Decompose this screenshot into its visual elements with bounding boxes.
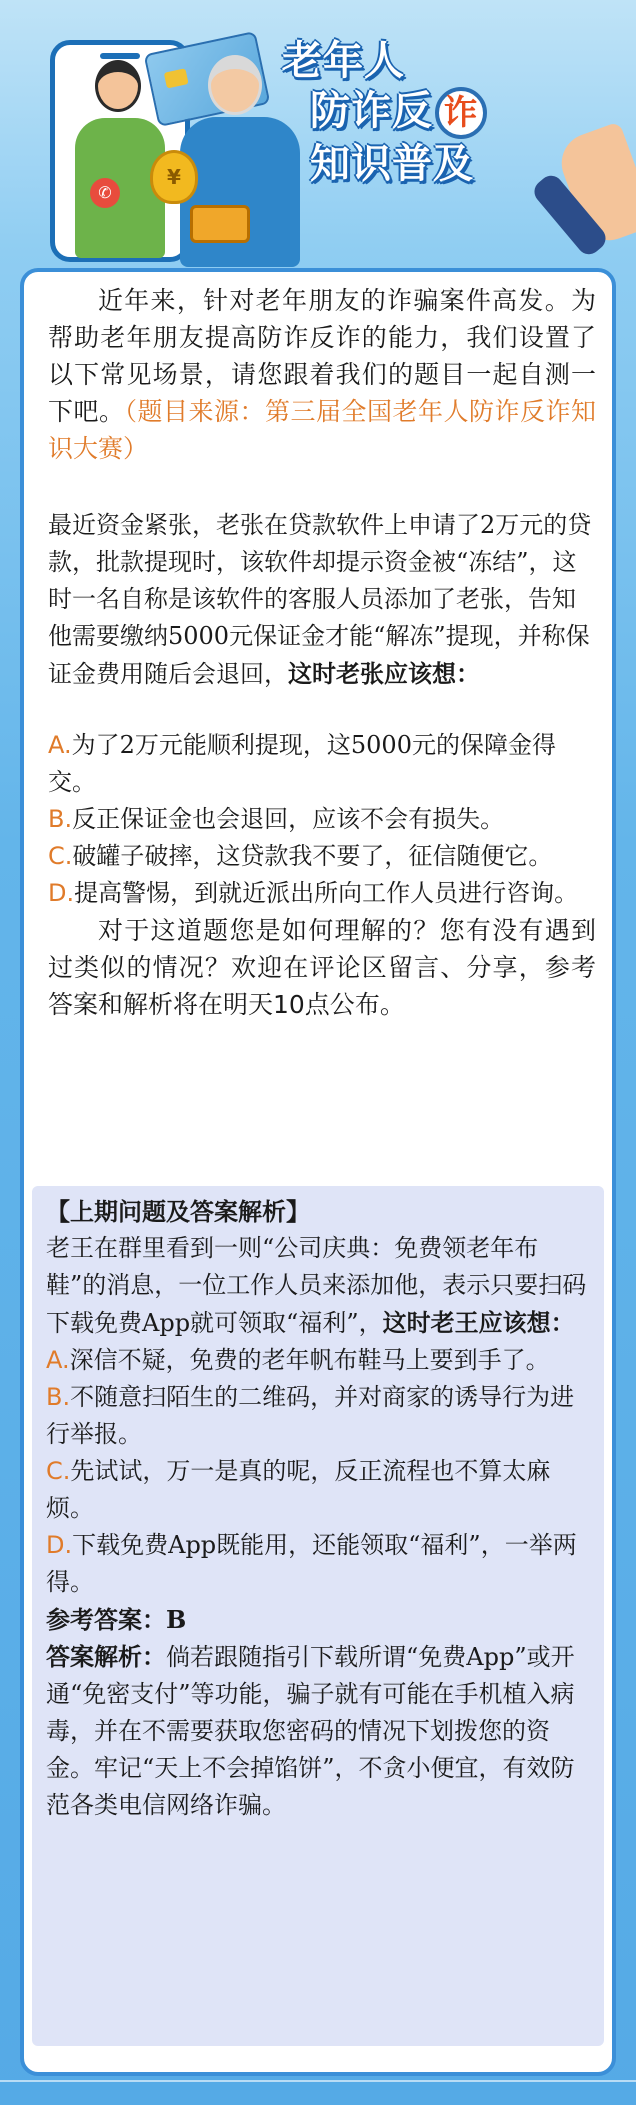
option-c-letter: C. — [48, 842, 73, 870]
question-paragraph — [48, 507, 596, 693]
previous-question-text: 老王在群里看到一则“公司庆典：免费领老年布鞋”的消息，一位工作人员来添加他，表示只要扫码下载免费App就可领取“福利”， — [46, 1234, 587, 1337]
question-prompt: 这时老张应该想： — [288, 659, 480, 688]
money-bag-icon: ¥ — [150, 150, 198, 204]
intro-text: 近年来，针对老年朋友的诈骗案件高发。为帮助老年朋友提高防诈反诈的能力，我们设置了以下常见场景，请您跟着我们的题目一起自测一下吧。 — [48, 286, 596, 426]
previous-analysis-label: 答案解析： — [46, 1642, 166, 1671]
previous-option-b-text: 不随意扫陌生的二维码，并对商家的诱导行为进行举报。 — [46, 1383, 575, 1448]
previous-option-c-letter: C. — [46, 1457, 71, 1485]
content-panel — [20, 268, 616, 2076]
title-line-3: 知识普及 — [310, 141, 474, 187]
previous-option-d-letter: D. — [46, 1531, 73, 1559]
title-line-2 — [310, 86, 582, 139]
invite-paragraph: 对于这道题您是如何理解的？您有没有遇到过类似的情况？欢迎在评论区留言、分享，参考答案和解析将在明天10点公布。 — [48, 916, 596, 1019]
phone-speaker — [100, 53, 140, 59]
previous-question — [46, 1230, 594, 1342]
intro-source: （题目来源：第三届全国老年人防诈反诈知识大赛） — [48, 397, 596, 463]
previous-prompt: 这时老王应该想： — [382, 1308, 575, 1337]
header-banner — [0, 0, 636, 270]
fraud-badge-icon: 诈 — [435, 87, 487, 139]
elderly-person-head — [208, 55, 262, 115]
footer-divider — [0, 2080, 636, 2082]
young-person-head — [95, 60, 141, 112]
previous-heading: 【上期问题及答案解析】 — [46, 1198, 310, 1226]
option-b-text: 反正保证金也会退回，应该不会有损失。 — [72, 805, 505, 833]
page-title — [282, 36, 582, 189]
previous-option-a-text: 深信不疑，免费的老年帆布鞋马上要到手了。 — [69, 1346, 550, 1374]
previous-option-d — [46, 1527, 594, 1601]
option-b-letter: B. — [48, 805, 73, 833]
previous-option-c-text: 先试试，万一是真的呢，反正流程也不算太麻烦。 — [46, 1457, 551, 1522]
hang-up-icon: ✆ — [90, 178, 120, 208]
title-line-2-text: 防诈反 — [310, 88, 433, 134]
previous-analysis-text: 倘若跟随指引下载所谓“免费App”或开通“免密支付”等功能，骗子就有可能在手机植入病毒，并在不需要获取您密码的情况下划拨您的资金。牢记“天上不会掉馅饼”，不贪小便宜，有效防范各类电信网络诈骗。 — [46, 1643, 575, 1819]
previous-analysis — [46, 1638, 594, 1824]
option-c — [48, 838, 596, 875]
previous-answer: 参考答案：B — [46, 1605, 187, 1634]
previous-option-d-text: 下载免费App既能用，还能领取“福利”，一举两得。 — [46, 1531, 577, 1596]
option-a — [48, 727, 596, 801]
main-content — [48, 282, 596, 1023]
option-c-text: 破罐子破摔，这贷款我不要了，征信随便它。 — [72, 842, 553, 870]
wallet-icon — [190, 205, 250, 243]
previous-answer-box — [32, 1186, 604, 2046]
question-text: 最近资金紧张，老张在贷款软件上申请了2万元的贷款，批款提现时，该软件却提示资金被“冻结”，这时一名自称是该软件的客服人员添加了老张，告知他需要缴纳5000元保证金才能“解冻”提现，并称保证金费用随后会退回， — [48, 511, 592, 688]
previous-option-c — [46, 1453, 594, 1527]
option-d — [48, 875, 596, 912]
option-b — [48, 801, 596, 838]
previous-content — [46, 1194, 594, 1824]
option-a-letter: A. — [48, 731, 72, 759]
option-d-text: 提高警惕，到就近派出所向工作人员进行咨询。 — [74, 879, 579, 907]
previous-option-b-letter: B. — [46, 1383, 71, 1411]
previous-option-a-letter: A. — [46, 1346, 70, 1374]
previous-option-b — [46, 1379, 594, 1453]
previous-option-a — [46, 1342, 594, 1379]
intro-paragraph — [48, 282, 596, 467]
option-d-letter: D. — [48, 879, 75, 907]
option-a-text: 为了2万元能顺利提现，这5000元的保障金得交。 — [48, 731, 556, 796]
title-line-1: 老年人 — [282, 38, 405, 84]
